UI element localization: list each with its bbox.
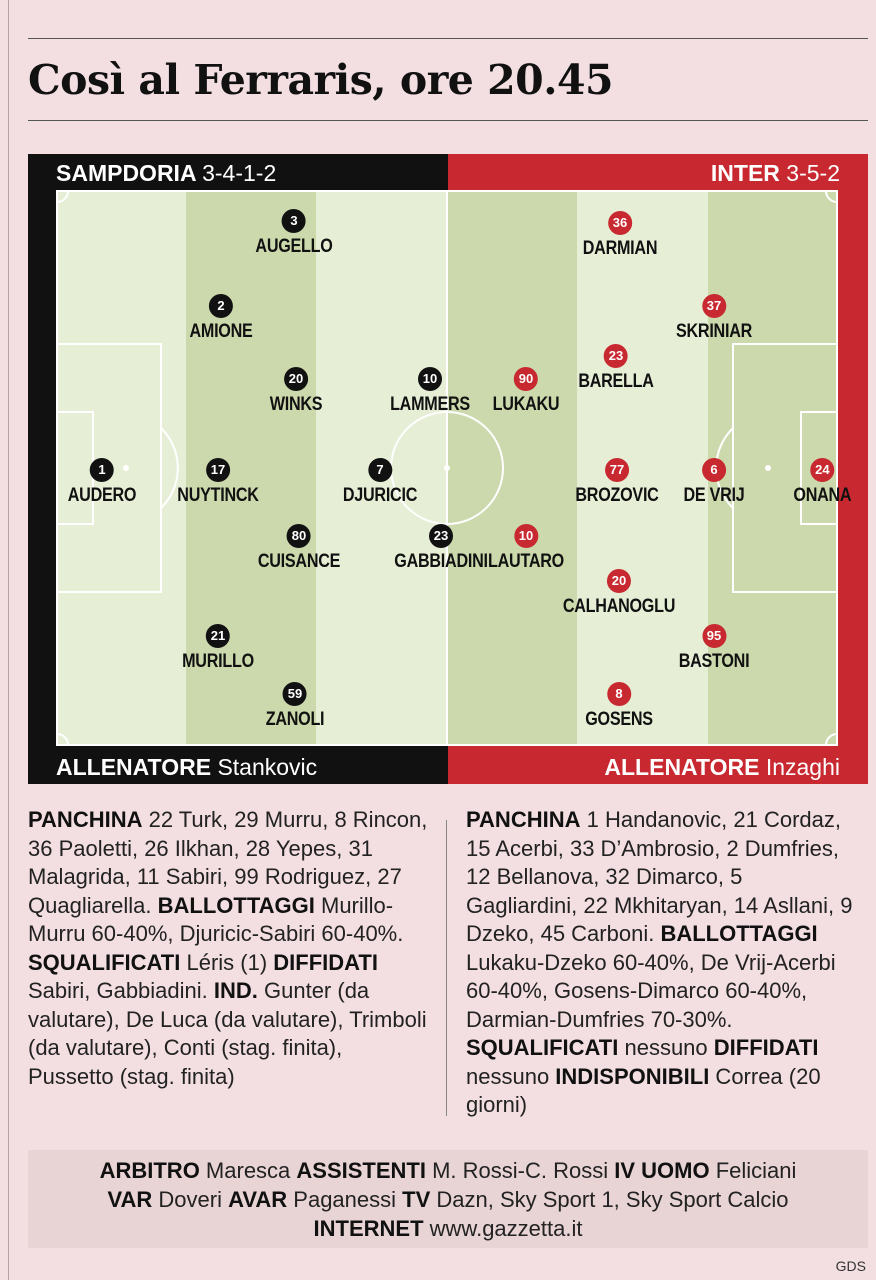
dx-player [669,294,758,343]
home-info-text: Sabiri, Gabbiadini. [28,978,214,1003]
home-team-name: SAMPDORIA [56,160,196,186]
home-info-text: Murillo-Murru 60-40%, Djuricic-Sabiri 60-40%. [28,892,404,946]
sx-player [265,367,327,416]
dx-player-number: 95 [702,624,726,648]
home-info-label: DIFFIDATI [273,949,378,975]
sx-player-name: AMIONE [189,321,253,342]
sx-player-number: 1 [90,458,114,482]
dx-player-number: 23 [604,344,628,368]
away-info-label: INDISPONIBILI [555,1063,710,1089]
sx-player-number: 59 [283,682,307,706]
sx-player [249,209,340,258]
dx-player-name: DARMIAN [582,238,658,259]
dx-player-name: ONANA [793,485,852,506]
sx-player-name: ZANOLI [265,709,325,730]
sx-player [251,524,348,573]
home-info-text: Gunter (da valutare), De Luca (da valutare), Trimboli (da valutare), Conti (stag. finita), Pussetto (stag. finita) [28,978,427,1089]
sx-player-name: AUDERO [67,485,137,506]
sx-player-number: 7 [368,458,392,482]
away-coach [604,754,840,781]
dx-player-name: DE VRIJ [683,485,745,506]
away-info-text: Lukaku-Dzeko 60-40%, De Vrij-Acerbi 60-40%, Gosens-Dimarco 60-40%, Darmian-Dumfries 70-30%. [466,949,836,1032]
dx-player-number: 20 [607,569,631,593]
dx-player-name: CALHANOGLU [562,596,676,617]
away-info-label: DIFFIDATI [713,1035,819,1060]
tv-value: Dazn, Sky Sport 1, Sky Sport Calcio [430,1187,789,1212]
sx-player [184,294,258,343]
away-team-label [711,160,840,187]
home-info-text: Léris (1) [180,949,274,975]
home-coach [56,754,317,781]
dx-player-name: SKRINIAR [675,321,753,342]
sx-player-name: NUYTINCK [177,485,259,506]
sx-player [383,367,477,416]
dx-player-number: 10 [514,524,538,548]
away-info-label: BALLOTTAGGI [660,921,818,946]
dx-player [672,624,755,673]
sx-player [170,458,266,507]
sx-player [336,458,423,507]
officials-line-3 [28,1214,868,1243]
home-team-label [56,160,276,187]
sx-player-number: 21 [206,624,230,648]
dx-player [579,682,659,731]
sx-player-number: 80 [287,524,311,548]
dx-player-number: 8 [607,682,631,706]
top-rule [28,38,868,39]
sx-player-name: CUISANCE [257,551,341,572]
iv-uomo-value: Feliciani [709,1158,797,1183]
away-coach-name: Inzaghi [765,754,840,780]
credit: GDS [835,1258,866,1274]
arbitro-label: ARBITRO [99,1158,200,1183]
sx-player [386,524,496,573]
sx-player [176,624,260,673]
dx-player-name: BROZOVIC [575,485,659,506]
dx-player-name: GOSENS [585,709,653,730]
info-divider [446,820,447,1116]
home-team-scheme: 3-4-1-2 [202,160,277,186]
sx-player-name: MURILLO [182,651,254,672]
home-coach-label: ALLENATORE [56,754,212,780]
var-value: Doveri [152,1187,229,1212]
home-info [28,806,428,1091]
page-title: Così al Ferraris, ore 20.45 [28,56,614,104]
sx-player-number: 3 [282,209,306,233]
sx-player [62,458,143,507]
sx-player-name: DJURICIC [342,485,418,506]
iv-uomo-label: IV UOMO [614,1158,710,1183]
home-info-text: 22 Turk, 29 Murru, 8 Rincon, 36 Paoletti, 26 Ilkhan, 28 Yepes, 31 Malagrida, 11 Sabiri, 99 Rodriguez, 27 Quagliarella. [28,807,428,918]
dx-player-number: 77 [605,458,629,482]
internet-label: INTERNET [313,1216,424,1241]
var-label: VAR [107,1187,153,1212]
officials-box [28,1150,868,1248]
away-team-scheme: 3-5-2 [786,160,840,186]
away-info-label: SQUALIFICATI [466,1035,619,1060]
internet-value: www.gazzetta.it [423,1216,583,1241]
dx-player-number: 90 [514,367,538,391]
dx-player [481,524,570,573]
sx-player-name: LAMMERS [390,394,470,415]
dx-player [788,458,856,507]
sx-player-number: 10 [418,367,442,391]
dx-player [576,211,664,260]
dx-player [553,569,685,618]
home-info-label: SQUALIFICATI [28,949,181,975]
officials-line-1 [28,1156,868,1185]
sx-player [261,682,330,731]
sx-player-number: 2 [209,294,233,318]
away-info [466,806,856,1120]
home-info-label: PANCHINA [28,807,143,832]
assistenti-value: M. Rossi-C. Rossi [425,1158,615,1183]
away-coach-label: ALLENATORE [604,754,760,780]
away-info-text: Correa (20 giorni) [466,1063,821,1117]
home-coach-name: Stankovic [217,754,318,780]
sx-player-number: 20 [284,367,308,391]
dx-player [678,458,750,507]
dx-player-number: 37 [702,294,726,318]
home-info-label: BALLOTTAGGI [157,892,315,918]
dx-player-name: LUKAKU [492,394,560,415]
avar-value: Paganessi [287,1187,403,1212]
sx-player-name: GABBIADINI [394,551,488,572]
dx-player [487,367,565,416]
dx-player-number: 6 [702,458,726,482]
dx-player [568,458,666,507]
away-info-text: nessuno [618,1035,714,1060]
sx-player-number: 17 [206,458,230,482]
away-info-text: nessuno [466,1063,556,1089]
dx-player-name: BARELLA [578,371,654,392]
football-pitch [56,190,852,746]
left-border [8,0,9,1280]
dx-player-name: BASTONI [678,651,750,672]
dx-player [572,344,661,393]
title-rule [28,120,868,121]
officials-line-2 [28,1185,868,1214]
sx-player-name: WINKS [269,394,323,415]
lineup-panel [28,154,868,784]
home-info-label: IND. [213,978,258,1003]
arbitro-value: Maresca [199,1158,297,1183]
dx-player-name: LAUTARO [488,551,564,572]
away-team-name: INTER [710,160,780,186]
tv-label: TV [402,1187,431,1212]
dx-player-number: 24 [810,458,834,482]
away-info-text: 1 Handanovic, 21 Cordaz, 15 Acerbi, 33 D’Ambrosio, 2 Dumfries, 12 Bellanova, 32 Dimarco, 5 Gagliardini, 22 Mkhitaryan, 14 Asllani, 9 Dzeko, 45 Carboni. [466,807,853,946]
sx-player-name: AUGELLO [255,236,333,257]
assistenti-label: ASSISTENTI [296,1158,426,1183]
sx-player-number: 23 [429,524,453,548]
avar-label: AVAR [228,1187,288,1212]
dx-player-number: 36 [608,211,632,235]
away-info-label: PANCHINA [466,807,581,832]
